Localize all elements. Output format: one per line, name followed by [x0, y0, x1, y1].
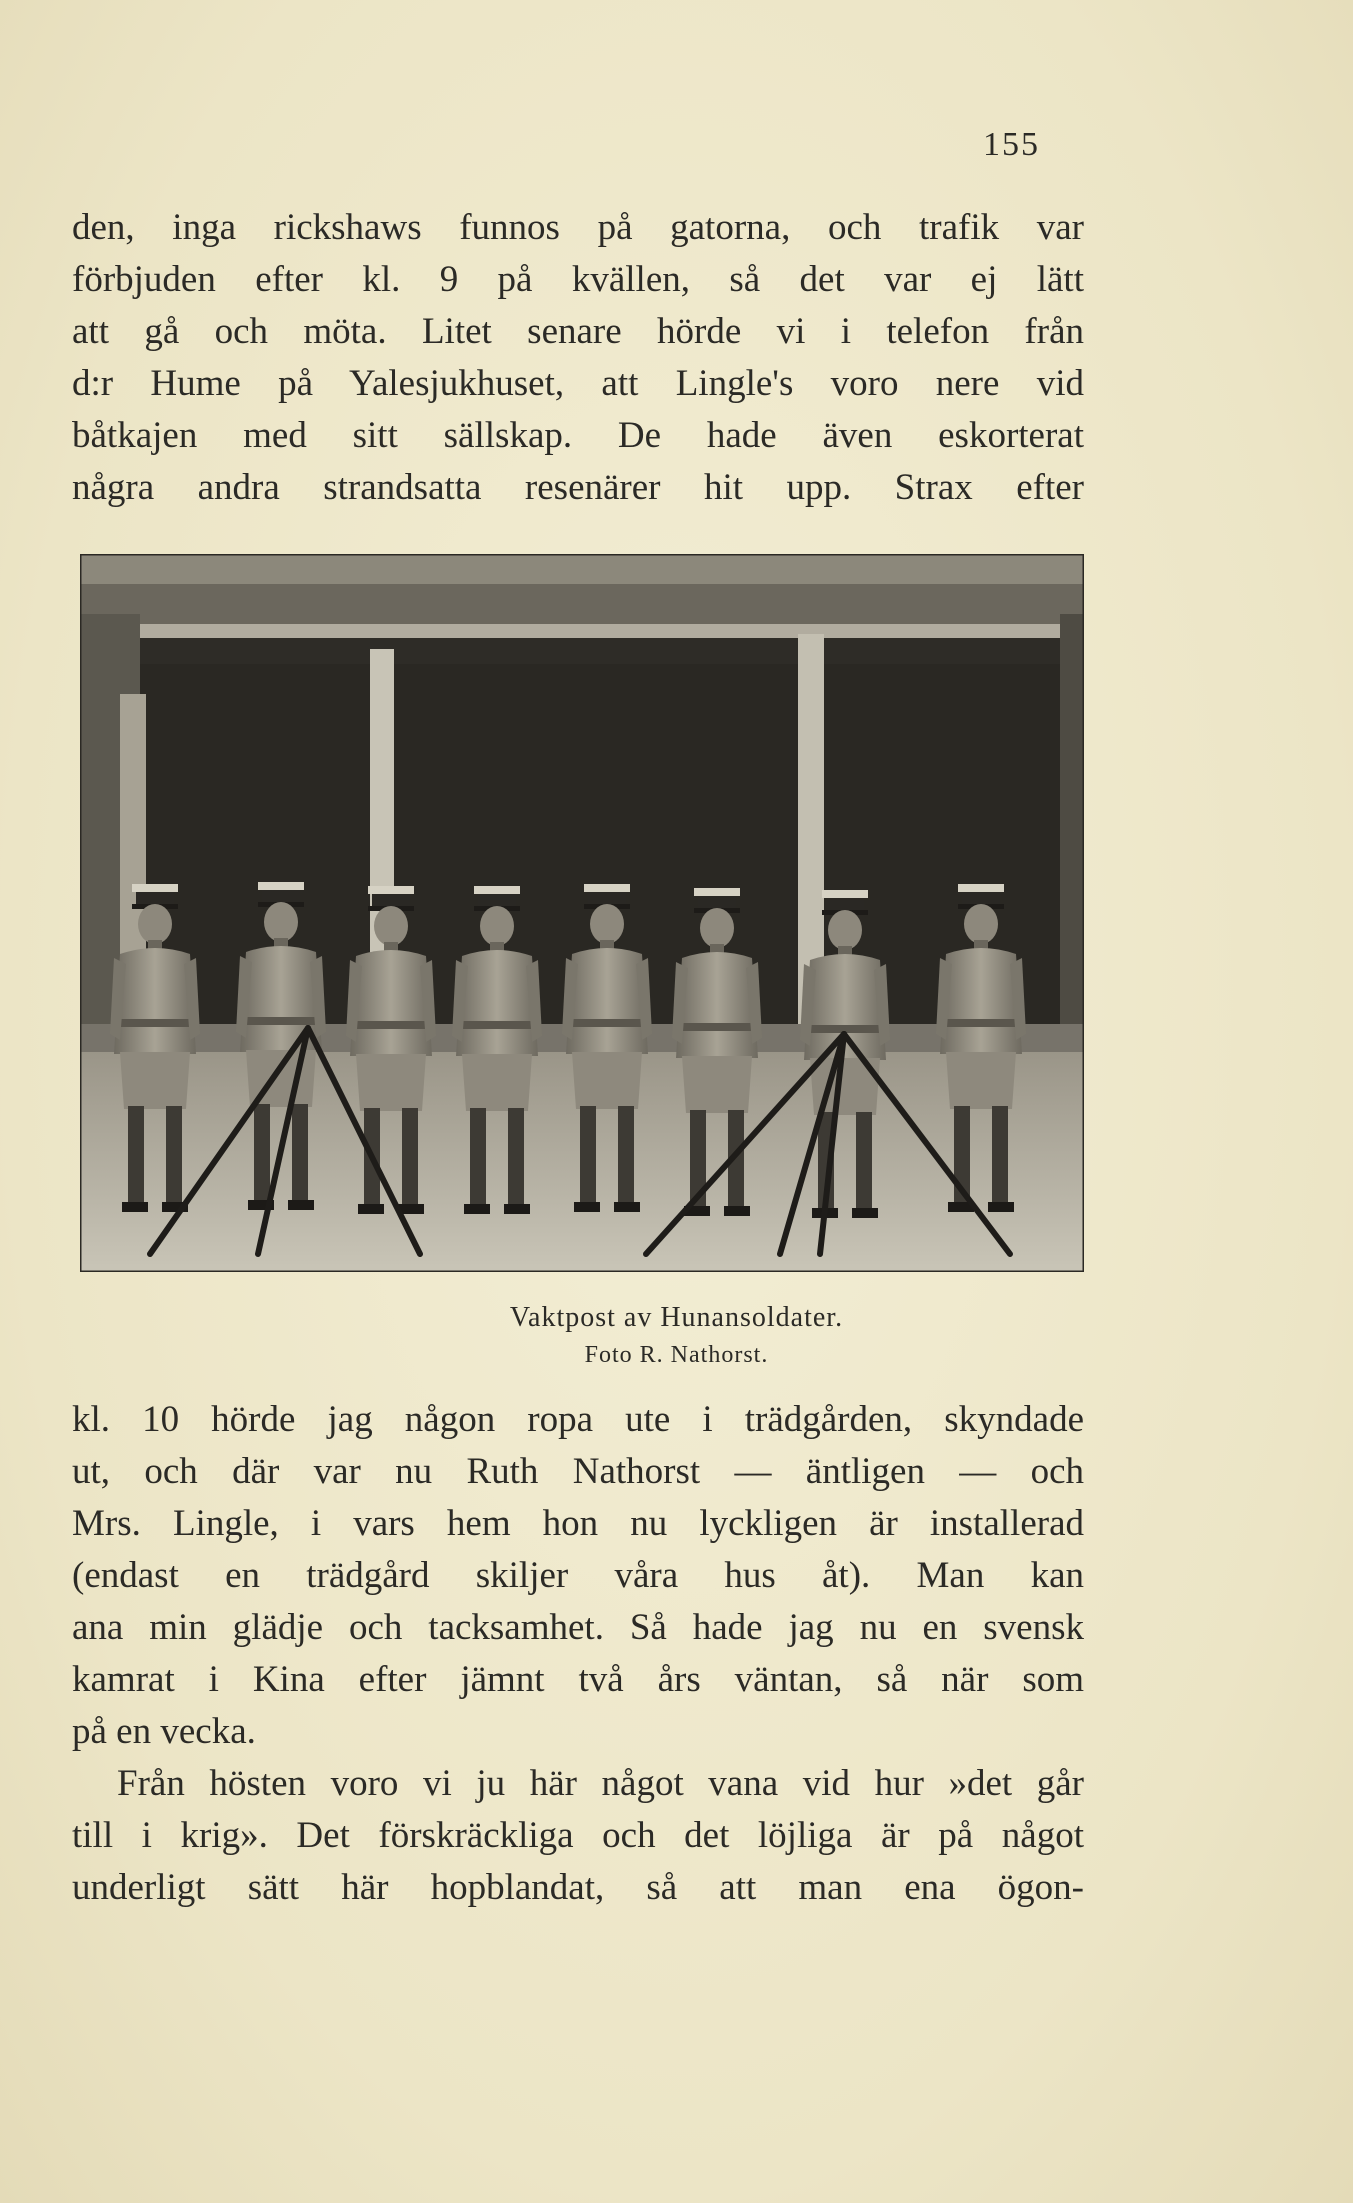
text-line: några andra strandsatta resenärer hit upp. Strax efter: [72, 467, 1084, 508]
text-line: till i krig». Det förskräckliga och det löjliga är på något: [72, 1815, 1084, 1856]
soldiers-photo-image: [80, 554, 1084, 1272]
text-line: underligt sätt här hopblandat, så att man ena ögon-: [72, 1867, 1084, 1908]
paragraph-bottom: [72, 1394, 1084, 1914]
text-line: Från hösten voro vi ju här något vana vid hur »det går: [117, 1763, 1084, 1804]
text-line: d:r Hume på Yalesjukhuset, att Lingle's voro nere vid: [72, 363, 1084, 404]
text-line: (endast en trädgård skiljer våra hus åt). Man kan: [72, 1555, 1084, 1596]
text-line: kl. 10 hörde jag någon ropa ute i trädgården, skyndade: [72, 1399, 1084, 1440]
text-line: Mrs. Lingle, i vars hem hon nu lyckligen är installerad: [72, 1503, 1084, 1544]
photo-caption: Vaktpost av Hunansoldater.: [509, 1302, 844, 1333]
text-line: ana min glädje och tacksamhet. Så hade jag nu en svensk: [72, 1607, 1084, 1648]
text-line: att gå och möta. Litet senare hörde vi i telefon från: [72, 311, 1084, 352]
text-line: ut, och där var nu Ruth Nathorst — äntligen — och: [72, 1451, 1084, 1492]
photograph-soldiers: [80, 554, 1084, 1272]
page-number: 155: [983, 126, 1040, 163]
photo-credit: Foto R. Nathorst.: [584, 1342, 769, 1368]
paragraph-top: [72, 202, 1084, 514]
text-line: förbjuden efter kl. 9 på kvällen, så det var ej lätt: [72, 259, 1084, 300]
text-line: på en vecka.: [72, 1711, 256, 1752]
text-line: kamrat i Kina efter jämnt två års väntan, så när som: [72, 1659, 1084, 1700]
text-line: båtkajen med sitt sällskap. De hade även eskorterat: [72, 415, 1084, 456]
text-line: den, inga rickshaws funnos på gatorna, och trafik var: [72, 207, 1084, 248]
